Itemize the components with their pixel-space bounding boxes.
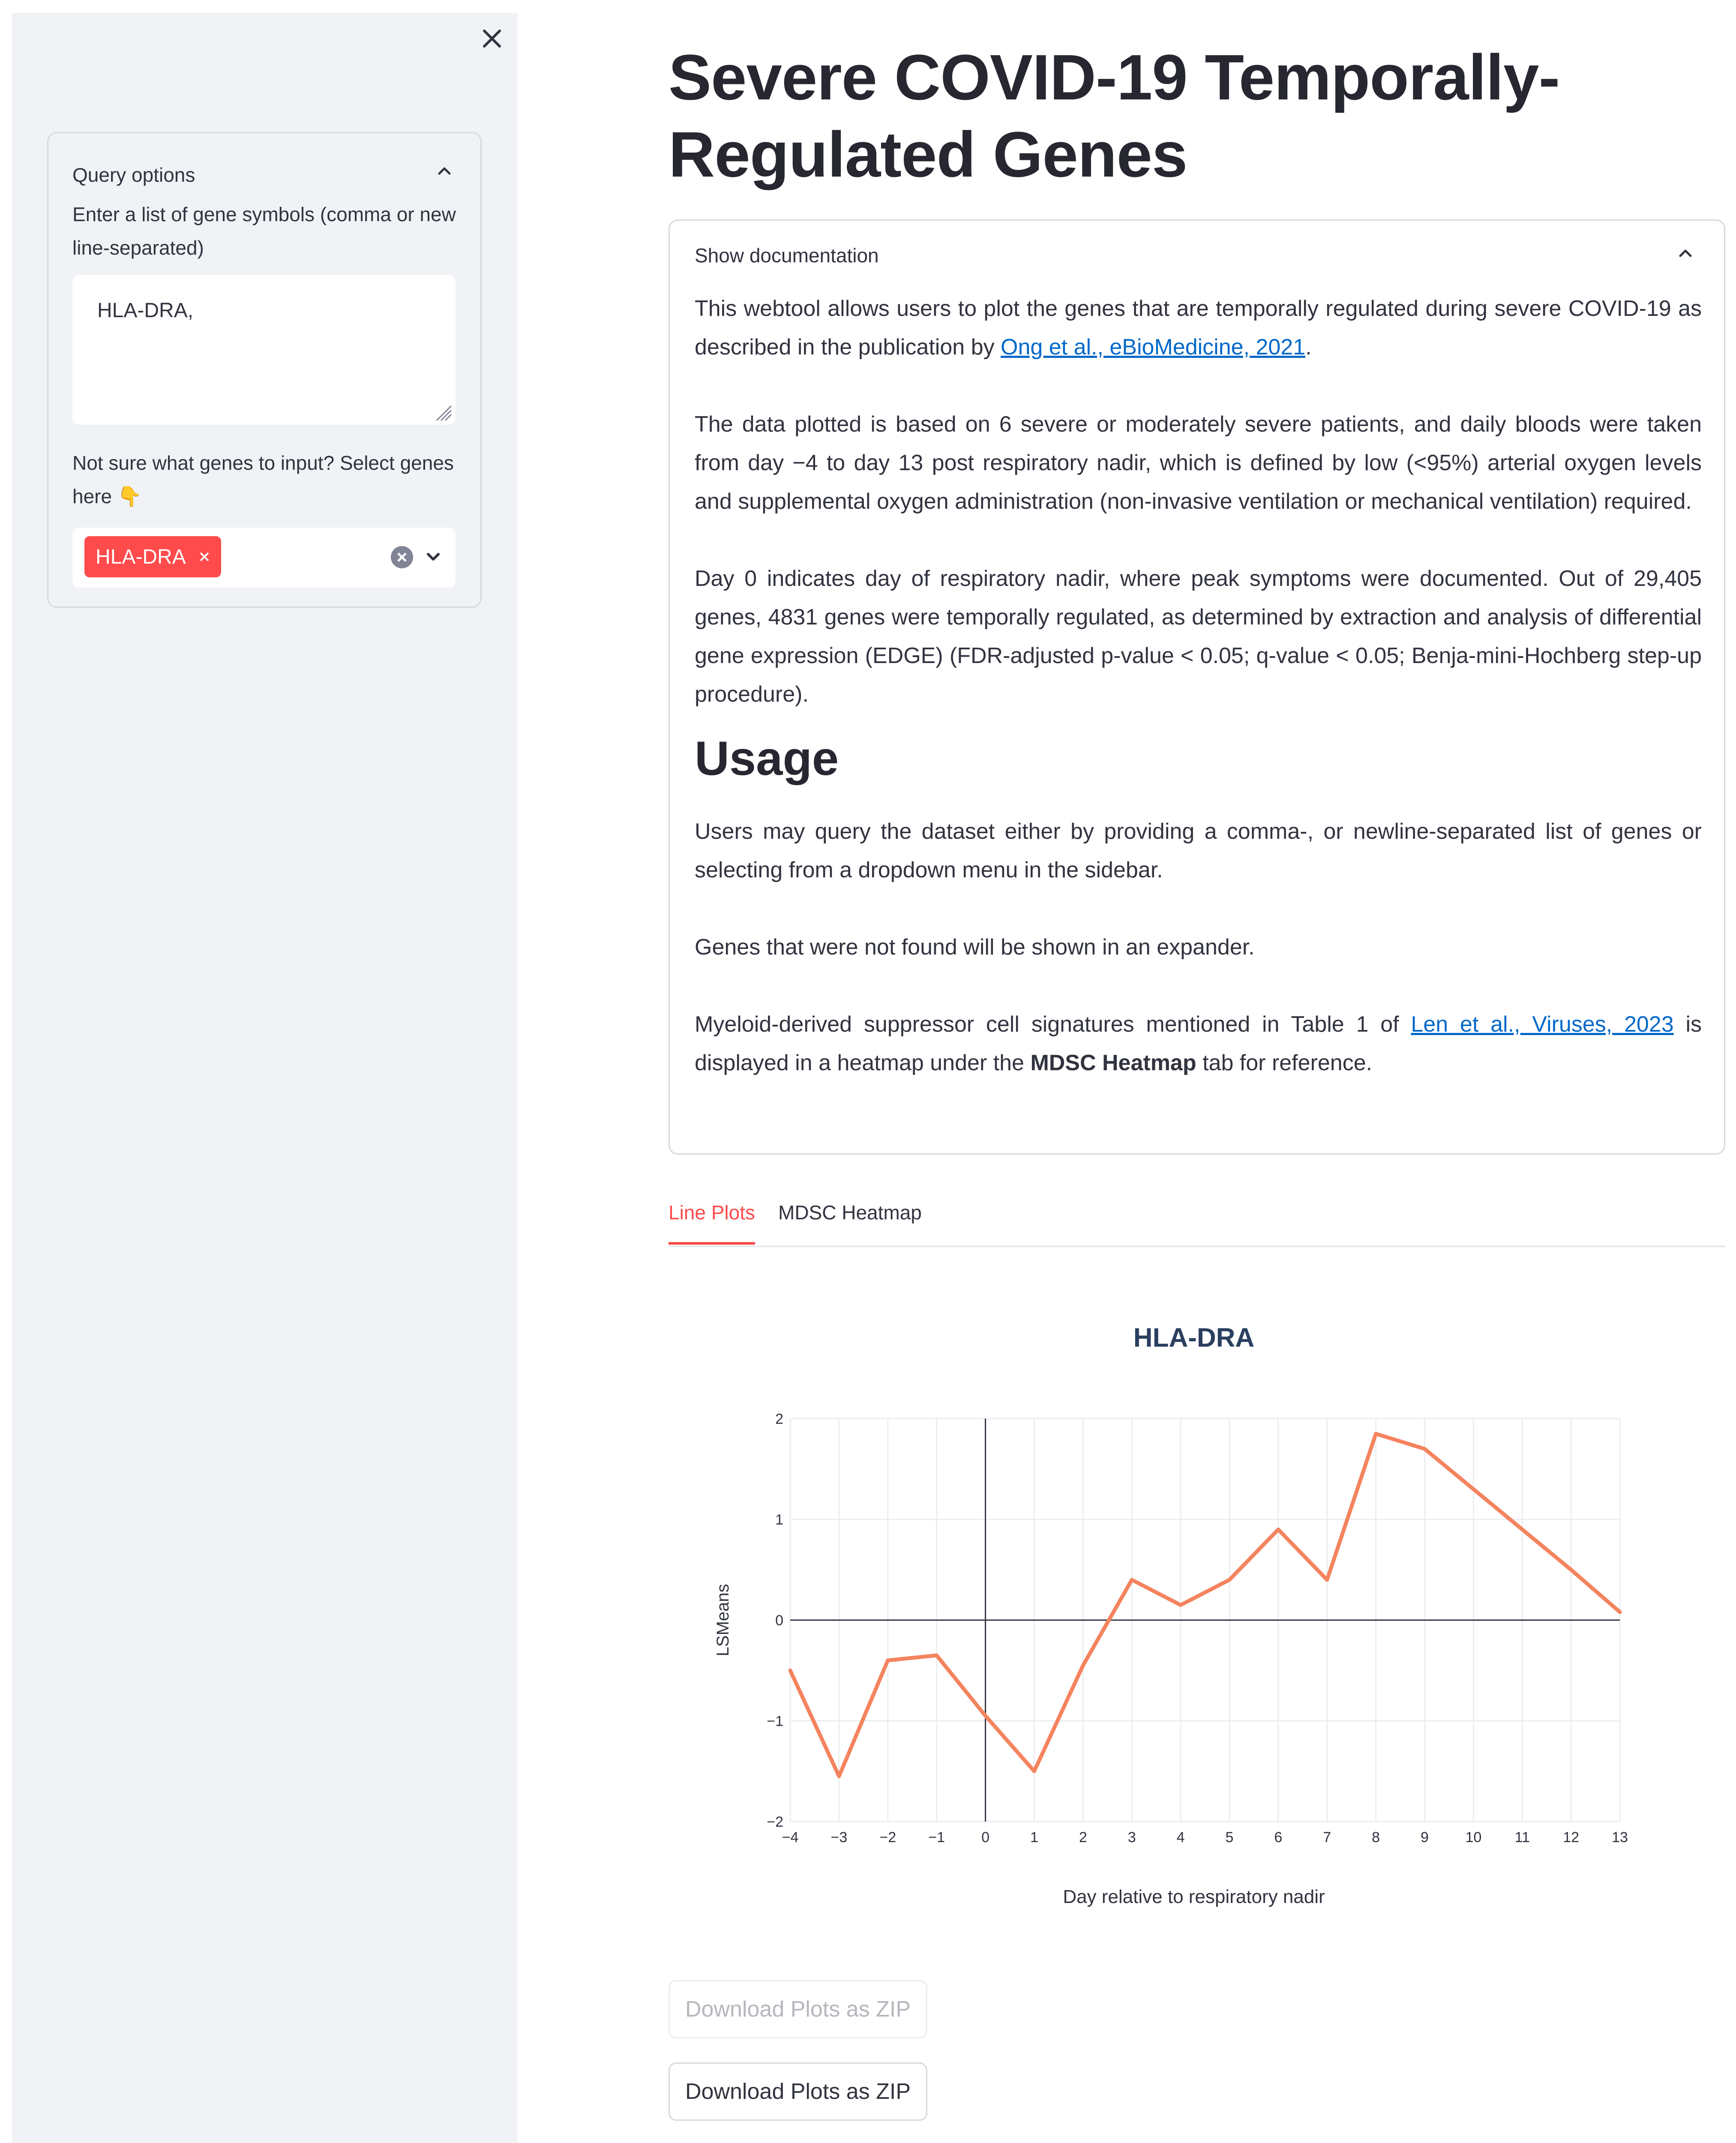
tab-mdsc-heatmap[interactable]: MDSC Heatmap [778, 1201, 922, 1224]
chevron-up-icon [432, 158, 457, 184]
close-sidebar-button[interactable] [475, 21, 509, 56]
y-tick-label: 0 [775, 1612, 783, 1629]
doc-text: . [1305, 335, 1312, 360]
y-tick-label: 1 [775, 1512, 783, 1528]
x-tick-label: 8 [1372, 1829, 1380, 1846]
resize-handle-icon[interactable] [432, 401, 453, 422]
series-line [790, 1434, 1620, 1776]
x-tick-label: −4 [782, 1829, 799, 1846]
collapse-query-options-button[interactable] [432, 158, 457, 184]
tab-bar [669, 1192, 1725, 1247]
x-tick-label: 6 [1274, 1829, 1283, 1846]
chevron-down-icon[interactable] [420, 544, 446, 570]
chevron-up-icon [1673, 240, 1698, 266]
collapse-documentation-button[interactable] [1673, 240, 1698, 266]
y-axis-label: LSMeans [714, 1584, 732, 1657]
documentation-body [695, 289, 1702, 1082]
y-tick-label: −2 [767, 1814, 783, 1830]
download-plots-zip-button[interactable]: Download Plots as ZIP [669, 2062, 927, 2121]
x-tick-label: 4 [1176, 1829, 1185, 1846]
x-tick-label: 7 [1323, 1829, 1331, 1846]
sidebar [12, 13, 518, 2143]
gene-select-label: Not sure what genes to input? Select genes here 👇 [72, 452, 454, 507]
gene-multiselect[interactable] [72, 528, 456, 588]
doc-text: This webtool allows users to plot the genes that are temporally regulated during severe COVID-19 as described in the publication by [695, 296, 1702, 360]
y-tick-label: −1 [767, 1713, 783, 1729]
doc-text-bold: MDSC Heatmap [1030, 1050, 1196, 1075]
x-tick-label: 10 [1465, 1829, 1482, 1846]
x-tick-label: 5 [1225, 1829, 1234, 1846]
chart-axes [790, 1419, 1620, 1822]
x-tick-label: 9 [1421, 1829, 1429, 1846]
x-tick-label: −2 [879, 1829, 896, 1846]
x-tick-label: 0 [981, 1829, 989, 1846]
doc-paragraph-not-found: Genes that were not found will be shown in an expander. [695, 935, 1255, 960]
page-title: Severe COVID-19 Temporally-Regulated Genes [669, 41, 1560, 190]
usage-heading: Usage [695, 732, 839, 785]
x-tick-label: 12 [1563, 1829, 1580, 1846]
x-tick-label: −3 [831, 1829, 848, 1846]
selected-gene-tag-label: HLA-DRA [96, 545, 186, 568]
doc-paragraph-day0: Day 0 indicates day of respiratory nadir, where peak symptoms were documented. Out of 29,405 genes, 4831 genes were temporally regulated, as determined by extraction and analysis of differential gene expression (EDGE) (FDR-adjusted p-value < 0.05; q-value < 0.05; Benja-mini-Hochberg step-up procedure). [695, 566, 1702, 707]
doc-paragraph-intro [695, 289, 1702, 366]
documentation-header[interactable]: Show documentation [695, 244, 879, 267]
gene-input-label: Enter a list of gene symbols (comma or new line-separated) [72, 203, 456, 259]
doc-text: tab for reference. [1196, 1050, 1373, 1075]
x-tick-label: −1 [928, 1829, 945, 1846]
documentation-expander [669, 219, 1725, 1155]
doc-text: Myeloid-derived suppressor cell signatures mentioned in Table 1 of [695, 1012, 1411, 1037]
doc-paragraph-usage: Users may query the dataset either by providing a comma-, or newline-separated list of genes or selecting from a dropdown menu in the sidebar. [695, 819, 1702, 882]
gene-symbols-textarea[interactable] [72, 275, 456, 425]
query-options-title[interactable]: Query options [72, 164, 195, 186]
download-plots-zip-button-disabled: Download Plots as ZIP [669, 1980, 927, 2038]
x-tick-label: 1 [1030, 1829, 1038, 1846]
ong-et-al-link[interactable]: Ong et al., eBioMedicine, 2021 [1001, 335, 1306, 360]
remove-tag-icon[interactable] [199, 551, 210, 562]
close-icon [483, 29, 501, 48]
y-tick-label: 2 [775, 1411, 783, 1427]
chart-series [790, 1434, 1620, 1776]
gene-input-value: HLA-DRA, [97, 299, 194, 322]
x-tick-label: 2 [1079, 1829, 1087, 1846]
doc-text: is displayed in a heatmap under the [695, 1012, 1702, 1075]
x-tick-label: 3 [1127, 1829, 1136, 1846]
doc-paragraph-data: The data plotted is based on 6 severe or moderately severe patients, and daily bloods were taken from day −4 to day 13 post respiratory nadir, which is defined by low (<95%) arterial oxygen levels and supplemental oxygen administration (non-invasive ventilation or mechanical ventilation) required. [695, 412, 1702, 514]
x-axis-label: Day relative to respiratory nadir [1063, 1886, 1325, 1907]
query-options-expander [47, 132, 482, 608]
x-tick-label: 13 [1612, 1829, 1628, 1846]
x-tick-label: 11 [1514, 1829, 1530, 1846]
selected-gene-tag [84, 536, 221, 577]
len-et-al-link[interactable]: Len et al., Viruses, 2023 [1411, 1012, 1674, 1037]
doc-paragraph-mdsc [695, 1005, 1702, 1082]
line-chart [669, 1294, 1725, 1937]
tab-line-plots[interactable]: Line Plots [669, 1201, 755, 1245]
chart-title: HLA-DRA [1133, 1323, 1255, 1353]
chart-ticks [767, 1411, 1628, 1846]
clear-selection-icon[interactable] [390, 545, 414, 570]
